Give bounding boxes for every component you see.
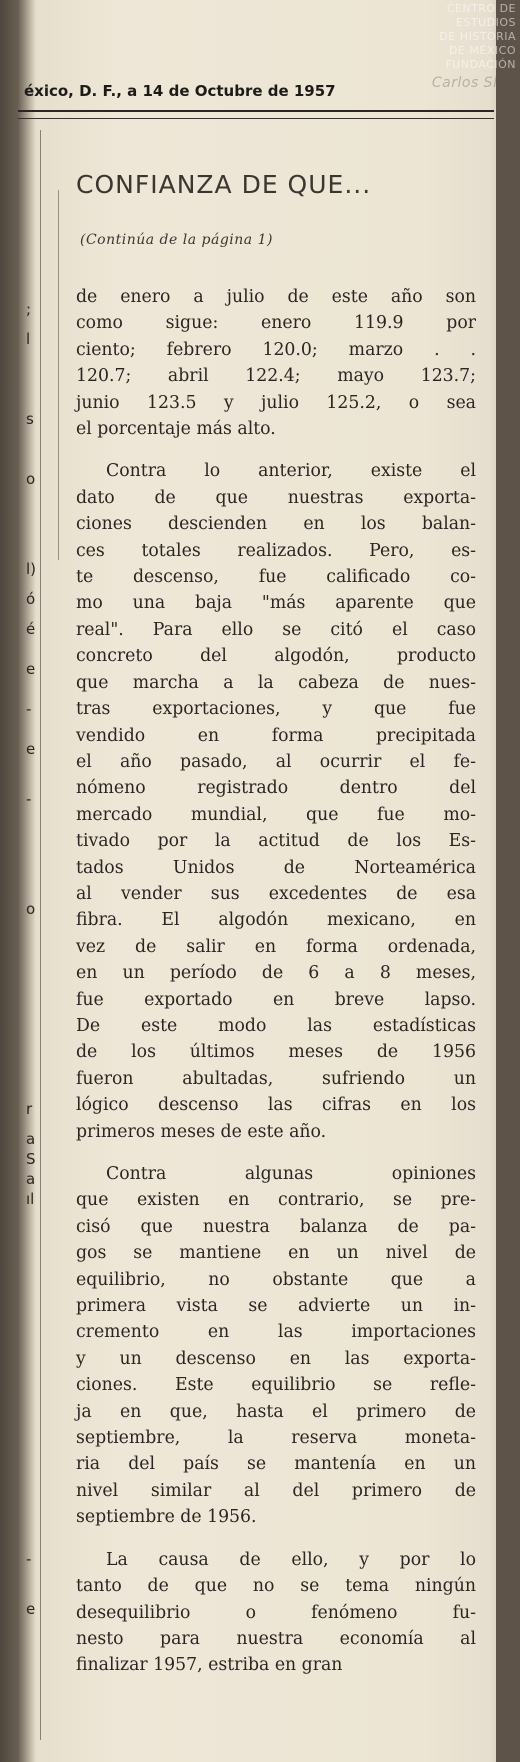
edge-fragment: - [26,1550,32,1568]
article-line: ciones descienden en los balan- [76,514,476,535]
watermark-line: FUNDACIÓN [445,58,516,71]
article-line: lógico descenso las cifras en los [76,1095,476,1116]
article-line: real". Para ello se citó el caso [76,619,476,640]
edge-fragment: S [26,1150,36,1168]
article-line: Contra lo anterior, existe el [106,461,476,482]
article-line: fibra. El algodón mexicano, en [76,910,476,931]
article-paragraph [76,1547,476,1679]
continuation-note: (Continúa de la página 1) [80,232,273,248]
article-line: primera vista se advierte un in- [76,1296,476,1317]
article-line: ria del país se mantenía en un [76,1454,476,1475]
archive-watermark [406,2,516,90]
column-edge-line [40,130,41,1740]
article-line: que marcha a la cabeza de nues- [76,672,476,693]
article-line: tivado por la actitud de los Es- [76,831,476,852]
article-line: vendido en forma precipitada [76,725,476,746]
edge-fragment: a [26,1130,36,1148]
edge-fragment: o [26,470,36,488]
edge-fragment: o [26,900,36,918]
article-line: cremento en las importaciones [76,1322,476,1343]
article-paragraph [76,458,476,1145]
article-line: nesto para nuestra economía al [76,1628,476,1649]
article-line: ciones. Este equilibrio se refle- [76,1375,476,1396]
watermark-line: CENTRO DE [446,2,516,15]
article-line: en un período de 6 a 8 meses, [76,963,476,984]
article-line: nivel similar al del primero de [76,1480,476,1501]
article-line: Contra algunas opiniones [106,1164,476,1184]
article-line: al vender sus excedentes de esa [76,883,476,904]
article-line: tras exportaciones, y que fue [76,699,476,720]
article-line: gos se mantiene en un nivel de [76,1243,476,1264]
article-line: que existen en contrario, se pre- [76,1190,476,1211]
article-line: septiembre, la reserva moneta- [76,1428,476,1449]
edge-fragment: l [26,330,31,348]
article-line: finalizar 1957, estriba en gran [76,1655,343,1676]
article-line: nómeno registrado dentro del [76,778,476,799]
article-line: tados Unidos de Norteamérica [76,857,476,878]
article-line: desequilibrio o fenómeno fu- [76,1602,476,1623]
article-paragraph [76,1161,476,1531]
edge-fragment: é [26,620,36,638]
article-line: mercado mundial, que fue mo- [76,804,476,825]
article-line: te descenso, fue calificado co- [76,567,476,588]
article-line: tanto de que no se tema ningún [76,1576,476,1597]
header-rule-thin [18,118,494,119]
edge-fragment: - [26,700,32,718]
article-line: septiembre de 1956. [76,1507,257,1528]
header-rule [18,110,494,112]
article-line: dato de que nuestras exporta- [76,487,476,508]
article-line: vez de salir en forma ordenada, [76,936,476,957]
article-headline: CONFIANZA DE QUE... [76,170,372,199]
article-line: ja en que, hasta el primero de [76,1401,476,1422]
edge-fragment: e [26,1600,36,1618]
article-paragraph [76,284,476,442]
article-line: y un descenso en las exporta- [76,1348,476,1369]
article-line: de los últimos meses de 1956 [76,1042,476,1063]
edge-fragment: e [26,660,36,678]
article-line: junio 123.5 y julio 125.2, o sea [76,392,476,413]
article-line: como sigue: enero 119.9 por [76,313,476,334]
article-line: 120.7; abril 122.4; mayo 123.7; [76,366,476,387]
newspaper-dateline: éxico, D. F., a 14 de Octubre de 1957 [24,82,336,100]
column-edge-line-inner [58,190,59,560]
edge-fragment: l) [26,560,37,578]
edge-fragment: a [26,1170,36,1188]
article-line: cisó que nuestra balanza de pa- [76,1216,476,1237]
edge-fragment: r [26,1100,33,1118]
article-line: De este modo las estadísticas [76,1015,476,1036]
edge-fragment: ıl [26,1190,35,1208]
edge-fragment: ; [26,300,32,318]
edge-fragment: - [26,790,32,808]
article-line: fue exportado en breve lapso. [76,989,476,1010]
article-body [76,284,476,1695]
article-line: equilibrio, no obstante que a [76,1269,476,1290]
article-line: ciento; febrero 120.0; marzo . . [76,339,476,360]
article-line: fueron abultadas, sufriendo un [76,1068,476,1089]
article-line: concreto del algodón, producto [76,646,476,667]
scan-border-right [496,0,520,1762]
article-line: mo una baja "más aparente que [76,593,476,614]
article-line: el año pasado, al ocurrir el fe- [76,751,476,772]
edge-fragment: s [26,410,34,428]
article-line: de enero a julio de este año son [76,287,476,307]
watermark-signature: Carlos Slim [431,75,516,91]
watermark-line: DE HISTORIA [439,30,516,43]
article-line: el porcentaje más alto. [76,419,276,440]
article-line: primeros meses de este año. [76,1121,327,1142]
edge-fragment: ó [26,590,36,608]
article-line: La causa de ello, y por lo [106,1549,476,1570]
watermark-line: ESTUDIOS [455,16,516,29]
watermark-line: DE MÉXICO [449,44,516,57]
article-line: ces totales realizados. Pero, es- [76,540,476,561]
edge-fragment: e [26,740,36,758]
